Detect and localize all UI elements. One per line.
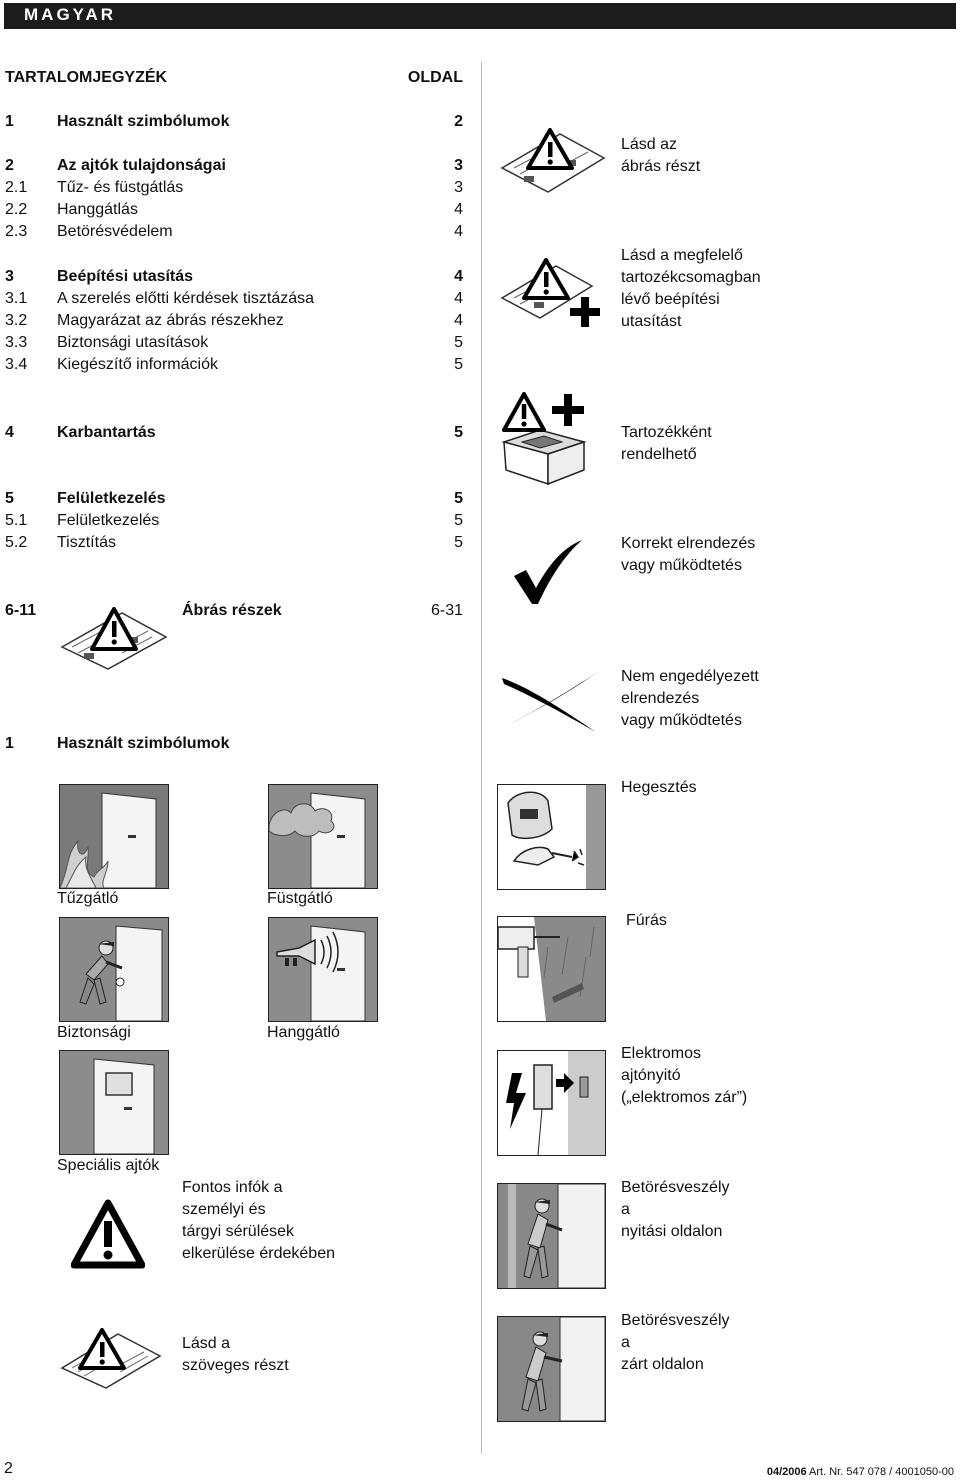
electric-opener-icon — [497, 1050, 606, 1156]
section-number: 1 — [5, 735, 14, 752]
toc-entry-label: Kiegészítő információk — [57, 356, 218, 373]
sound-door-icon — [268, 917, 378, 1022]
toc-entry-label: Biztonsági utasítások — [57, 334, 209, 351]
toc-entry-label: Betörésvédelem — [57, 223, 173, 240]
desc-accessory-box: Tartozékként rendelhető — [621, 424, 712, 463]
footer-date: 04/2006 — [766, 1466, 807, 1478]
toc-entry-number: 2 — [5, 157, 14, 174]
toc-entry-label: Használt szimbólumok — [57, 113, 230, 130]
toc-entry-number: 3.3 — [5, 334, 28, 351]
manual-text-icon — [58, 1326, 164, 1392]
toc-entry-page: 5 — [454, 534, 463, 551]
toc-entry-page: 5 — [454, 490, 463, 507]
toc-entry-number: 5.2 — [5, 534, 28, 551]
manual-figures-icon — [58, 607, 170, 673]
desc-correct: Korrekt elrendezés vagy működtetés — [621, 535, 756, 574]
toc-entry-number: 5.1 — [5, 512, 28, 529]
burglary-opening-side-icon — [497, 1183, 606, 1289]
desc-drilling: Fúrás — [626, 912, 667, 929]
page-number: 2 — [4, 1460, 13, 1477]
toc-entry-number: 2.1 — [5, 179, 28, 196]
desc-burglary-closed: Betörésveszély a zárt oldalon — [621, 1312, 730, 1373]
smoke-door-icon — [268, 784, 378, 889]
toc-entry-page: 5 — [454, 424, 463, 441]
symbol-label-sound: Hanggátló — [267, 1024, 340, 1041]
desc-figures: Lásd az ábrás részt — [621, 136, 701, 175]
toc-entry-label: Tűz- és füstgátlás — [57, 179, 184, 196]
toc-entry-page: 3 — [454, 157, 463, 174]
symbol-label-fire: Tűzgátló — [57, 890, 119, 907]
toc-entry-page: 4 — [454, 268, 463, 285]
toc-entry-page: 4 — [454, 290, 463, 307]
toc-entry-label: Az ajtók tulajdonságai — [57, 157, 226, 174]
burglary-closed-side-icon — [497, 1316, 606, 1422]
symbol-label-special: Speciális ajtók — [57, 1157, 160, 1174]
symbol-label-smoke: Füstgátló — [267, 890, 333, 907]
toc-entry-number: 2.3 — [5, 223, 28, 240]
note-text-reference: Lásd a szöveges részt — [182, 1335, 289, 1374]
toc-entry-number: 4 — [5, 424, 14, 441]
toc-entry-number: 1 — [5, 113, 14, 130]
footer-art-number: 547 078 / 4001050-00 — [846, 1466, 954, 1478]
toc-figure-page: 6-31 — [430, 602, 463, 619]
desc-not-allowed: Nem engedélyezett elrendezés vagy működtetés — [621, 668, 759, 729]
toc-entry-page: 5 — [454, 356, 463, 373]
accessory-instructions-icon — [500, 256, 606, 330]
note-warning-text: Fontos infók a személyi és tárgyi sérülések elkerülése érdekében — [182, 1179, 335, 1262]
toc-entry-number: 3.4 — [5, 356, 28, 373]
toc-entry-label: Tisztítás — [57, 534, 116, 551]
warning-icon — [71, 1199, 145, 1269]
toc-entry-number: 3.1 — [5, 290, 28, 307]
desc-welding: Hegesztés — [621, 779, 697, 796]
toc-title: TARTALOMJEGYZÉK — [5, 69, 168, 86]
desc-accessory-instructions: Lásd a megfelelő tartozékcsomagban lévő beépítési utasítást — [621, 247, 761, 330]
toc-entry-label: A szerelés előtti kérdések tisztázása — [57, 290, 315, 307]
language-label: MAGYAR — [24, 5, 116, 24]
toc-entry-page: 5 — [454, 512, 463, 529]
toc-entry-page: 5 — [454, 334, 463, 351]
toc-entry-number: 3 — [5, 268, 14, 285]
drilling-icon — [497, 916, 606, 1022]
toc-entry-number: 2.2 — [5, 201, 28, 218]
cross-icon — [500, 670, 600, 736]
column-divider — [481, 62, 482, 1454]
security-door-icon — [59, 917, 169, 1022]
toc-entry-page: 4 — [454, 201, 463, 218]
toc-entry-page: 3 — [454, 179, 463, 196]
toc-page-column-label: OLDAL — [407, 69, 463, 86]
accessory-box-icon — [500, 390, 590, 486]
manual-figures-icon — [500, 126, 606, 196]
toc-entry-page: 2 — [454, 113, 463, 130]
language-header-bar — [4, 3, 956, 29]
symbol-label-security: Biztonsági — [57, 1024, 131, 1041]
toc-entry-number: 3.2 — [5, 312, 28, 329]
section-title: Használt szimbólumok — [57, 735, 230, 752]
checkmark-icon — [512, 538, 584, 606]
toc-entry-label: Felületkezelés — [57, 490, 166, 507]
toc-entry-label: Felületkezelés — [57, 512, 160, 529]
toc-entry-label: Karbantartás — [57, 424, 156, 441]
desc-electric-opener: Elektromos ajtónyitó („elektromos zár”) — [621, 1045, 748, 1106]
welding-icon — [497, 784, 606, 890]
toc-figure-num: 6-11 — [5, 602, 37, 619]
toc-entry-label: Hanggátlás — [57, 201, 138, 218]
toc-entry-label: Beépítési utasítás — [57, 268, 194, 285]
toc-entry-label: Magyarázat az ábrás részekhez — [57, 312, 284, 329]
toc-entry-page: 4 — [454, 312, 463, 329]
toc-entry-number: 5 — [5, 490, 14, 507]
footer-art-label: Art. Nr. — [809, 1466, 844, 1478]
desc-burglary-opening: Betörésveszély a nyitási oldalon — [621, 1179, 730, 1240]
toc-entry-page: 4 — [454, 223, 463, 240]
special-door-icon — [59, 1050, 169, 1155]
footer-article-info — [767, 1466, 954, 1478]
toc-figure-label: Ábrás részek — [182, 602, 282, 619]
fire-door-icon — [59, 784, 169, 889]
